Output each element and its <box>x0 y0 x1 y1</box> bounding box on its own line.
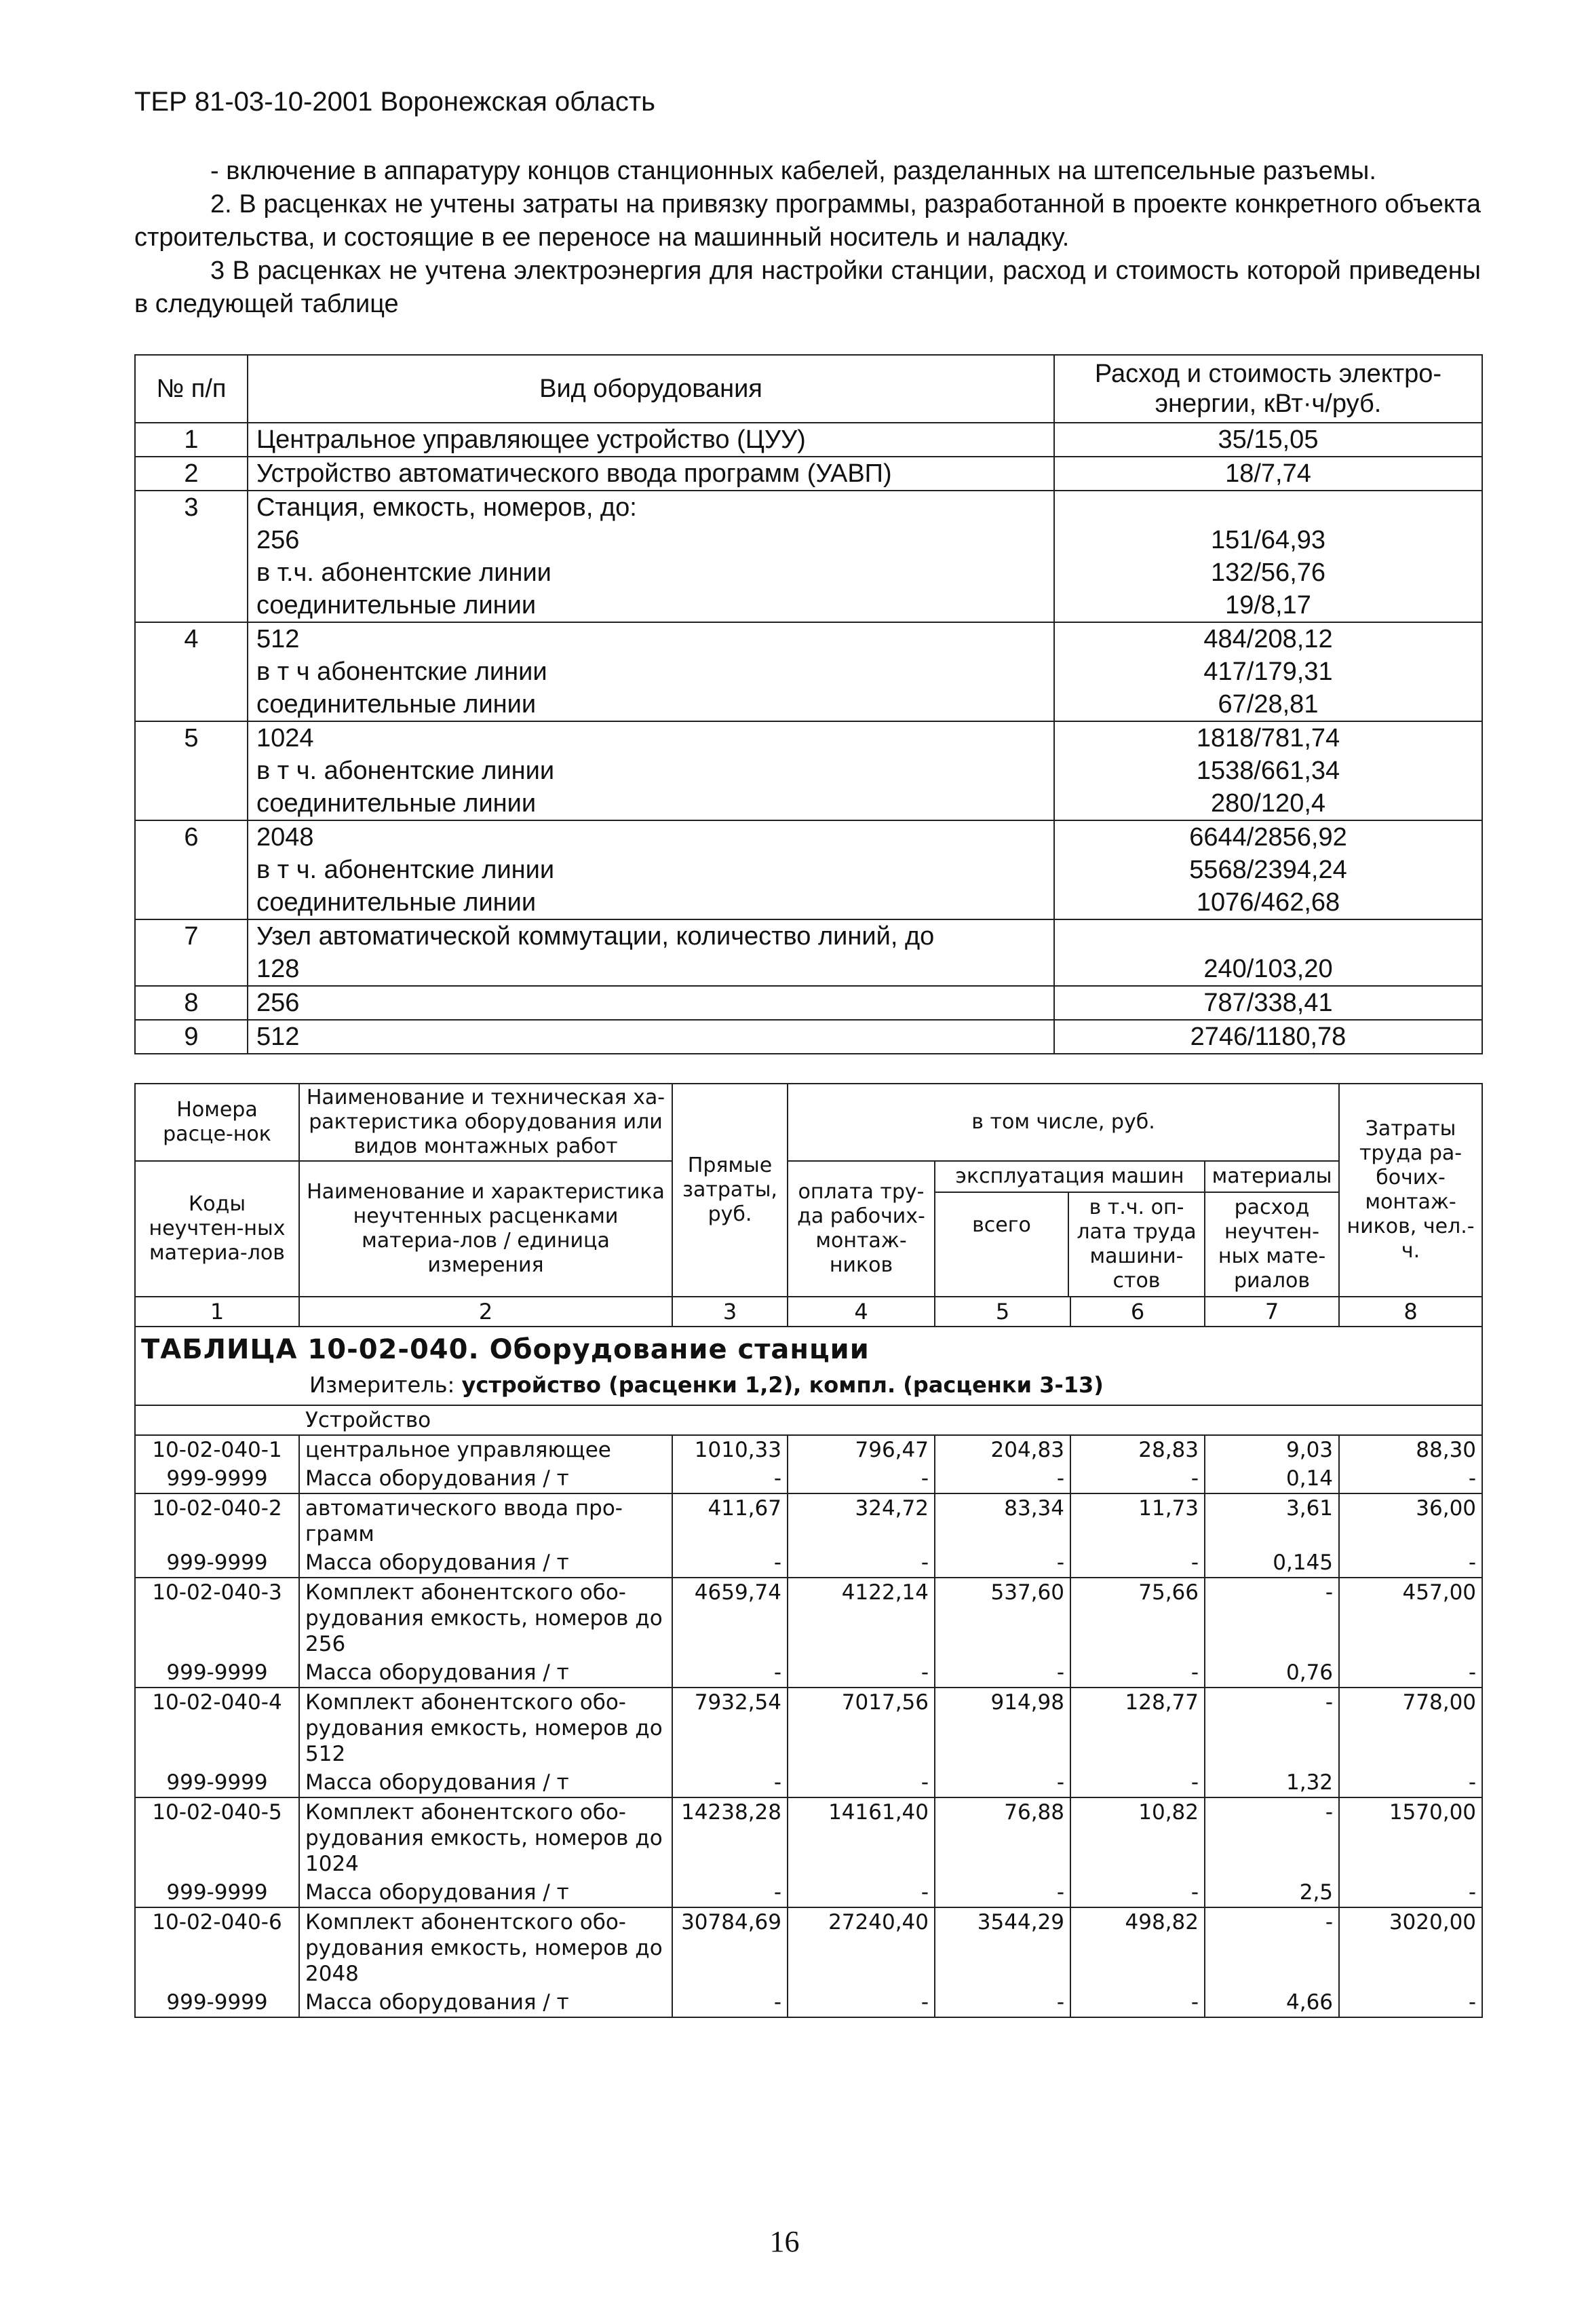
rate-row <box>135 1797 1482 1878</box>
rate-labor-pay: - <box>788 1464 935 1493</box>
energy-value: 787/338,41 <box>1054 986 1482 1020</box>
rate-labor-pay: - <box>788 1878 935 1907</box>
rate-direct-costs: 14238,28 <box>672 1797 788 1878</box>
rate-materials: 0,76 <box>1205 1658 1339 1688</box>
rate-labor-hours: 1570,00 <box>1339 1797 1482 1878</box>
rate-labor-hours: - <box>1339 1464 1482 1493</box>
header-labor-costs: Затраты труда ра-бочих-монтаж-ников, чел.-ч. <box>1339 1084 1482 1297</box>
energy-table-body <box>135 423 1482 1054</box>
energy-row <box>135 457 1482 491</box>
measure-line <box>141 1372 1476 1398</box>
rate-machinists-pay: 28,83 <box>1070 1435 1205 1464</box>
energy-header-value: Расход и стоимость электро-энергии, кВт·ч/руб. <box>1054 355 1482 423</box>
rate-name: Комплект абонентского обо-рудования емкость, номеров до 256 <box>299 1578 672 1658</box>
intro-text <box>134 155 1481 321</box>
energy-value: 280/120,4 <box>1054 787 1482 820</box>
column-number-row <box>135 1297 1482 1327</box>
energy-equipment-name: Центральное управляющее устройство (ЦУУ) <box>248 423 1054 457</box>
column-number: 2 <box>299 1297 672 1327</box>
rate-machines-total: - <box>935 1768 1070 1797</box>
rate-code: 10-02-040-3 <box>135 1578 299 1658</box>
energy-row <box>135 787 1482 820</box>
energy-equipment-name: 256 <box>248 986 1054 1020</box>
energy-value: 484/208,12 <box>1054 622 1482 655</box>
rate-materials: 2,5 <box>1205 1878 1339 1907</box>
rate-name: Масса оборудования / т <box>299 1658 672 1688</box>
rate-materials: 3,61 <box>1205 1493 1339 1548</box>
rate-labor-hours: 88,30 <box>1339 1435 1482 1464</box>
rate-code: 10-02-040-5 <box>135 1797 299 1878</box>
energy-row-number: 6 <box>135 820 248 919</box>
energy-row <box>135 423 1482 457</box>
energy-value: 67/28,81 <box>1054 688 1482 721</box>
rate-labor-pay: - <box>788 1658 935 1688</box>
intro-paragraph-2: 2. В расценках не учтены затраты на привязку программы, разработанной в проекте конкретного объекта строительства, и состоящие в ее переносе на машинный носитель и наладку. <box>134 190 1481 252</box>
rate-labor-pay: 796,47 <box>788 1435 935 1464</box>
rate-code: 10-02-040-1 <box>135 1435 299 1464</box>
rate-row <box>135 1464 1482 1493</box>
rate-name: Комплект абонентского обо-рудования емкость, номеров до 2048 <box>299 1907 672 1988</box>
energy-row-number: 2 <box>135 457 248 491</box>
energy-row <box>135 688 1482 721</box>
rate-direct-costs: 411,67 <box>672 1493 788 1548</box>
rate-machines-total: 3544,29 <box>935 1907 1070 1988</box>
table-title: ТАБЛИЦА 10-02-040. Оборудование станции <box>141 1334 870 1365</box>
rate-code: 10-02-040-6 <box>135 1907 299 1988</box>
rate-name: Масса оборудования / т <box>299 1878 672 1907</box>
energy-equipment-name: в т ч абонентские линии <box>248 655 1054 688</box>
column-number: 3 <box>672 1297 788 1327</box>
energy-value: 35/15,05 <box>1054 423 1482 457</box>
rates-table <box>134 1083 1483 2018</box>
rate-machinists-pay: 128,77 <box>1070 1688 1205 1768</box>
rate-labor-hours: 778,00 <box>1339 1688 1482 1768</box>
energy-row <box>135 491 1482 524</box>
column-number: 1 <box>135 1297 299 1327</box>
rate-materials: 0,145 <box>1205 1548 1339 1578</box>
energy-value: 132/56,76 <box>1054 556 1482 589</box>
rate-row <box>135 1578 1482 1658</box>
rate-machinists-pay: 10,82 <box>1070 1797 1205 1878</box>
energy-row <box>135 755 1482 787</box>
rate-materials: 9,03 <box>1205 1435 1339 1464</box>
rate-code: 10-02-040-2 <box>135 1493 299 1548</box>
column-number: 5 <box>935 1297 1070 1327</box>
rate-labor-pay: - <box>788 1548 935 1578</box>
energy-row <box>135 986 1482 1020</box>
rate-direct-costs: - <box>672 1548 788 1578</box>
energy-equipment-name: Станция, емкость, номеров, до: <box>248 491 1054 524</box>
rate-labor-pay: 14161,40 <box>788 1797 935 1878</box>
energy-header-equipment: Вид оборудования <box>248 355 1054 423</box>
column-number: 7 <box>1205 1297 1339 1327</box>
column-number: 8 <box>1339 1297 1482 1327</box>
energy-equipment-name: соединительные линии <box>248 688 1054 721</box>
rate-row <box>135 1688 1482 1768</box>
rate-machinists-pay: 498,82 <box>1070 1907 1205 1988</box>
energy-value: 151/64,93 <box>1054 524 1482 556</box>
energy-equipment-name: 2048 <box>248 820 1054 854</box>
rate-row <box>135 1548 1482 1578</box>
header-machines-total: всего <box>935 1193 1069 1296</box>
energy-equipment-name: соединительные линии <box>248 589 1054 622</box>
rate-labor-pay: - <box>788 1768 935 1797</box>
rate-row <box>135 1768 1482 1797</box>
rate-code: 999-9999 <box>135 1464 299 1493</box>
energy-equipment-name: Устройство автоматического ввода программ (УАВП) <box>248 457 1054 491</box>
rate-direct-costs: - <box>672 1464 788 1493</box>
energy-equipment-name: 512 <box>248 622 1054 655</box>
rate-materials: - <box>1205 1907 1339 1988</box>
rate-labor-hours: - <box>1339 1988 1482 2017</box>
rate-direct-costs: 30784,69 <box>672 1907 788 1988</box>
rate-name: Масса оборудования / т <box>299 1464 672 1493</box>
rate-code: 999-9999 <box>135 1768 299 1797</box>
intro-paragraph-3: 3 В расценках не учтена электроэнергия для настройки станции, расход и стоимость которой приведены в следующей таблице <box>134 256 1481 318</box>
header-name-bottom: Наименование и характеристика неучтенных расценками материа-лов / единица измерения <box>299 1161 672 1297</box>
rate-labor-pay: 7017,56 <box>788 1688 935 1768</box>
rate-materials: - <box>1205 1578 1339 1658</box>
energy-value <box>1054 491 1482 524</box>
rate-machinists-pay: - <box>1070 1548 1205 1578</box>
energy-row-number: 7 <box>135 919 248 986</box>
energy-value: 240/103,20 <box>1054 953 1482 986</box>
rate-machines-total: - <box>935 1988 1070 2017</box>
header-materials-unaccounted: расход неучтен-ных мате-риалов <box>1218 1196 1326 1293</box>
rate-code: 999-9999 <box>135 1988 299 2017</box>
measure-label: Измеритель: <box>309 1372 455 1398</box>
group-label: Устройство <box>135 1405 1482 1435</box>
rate-machinists-pay: 11,73 <box>1070 1493 1205 1548</box>
energy-row-number: 5 <box>135 721 248 820</box>
rate-code: 999-9999 <box>135 1548 299 1578</box>
energy-value: 417/179,31 <box>1054 655 1482 688</box>
header-rate-numbers: Номера расце-нок <box>135 1084 299 1161</box>
rate-labor-hours: - <box>1339 1548 1482 1578</box>
rate-machines-total: 914,98 <box>935 1688 1070 1768</box>
rate-name: Комплект абонентского обо-рудования емкость, номеров до 512 <box>299 1688 672 1768</box>
column-number: 6 <box>1070 1297 1205 1327</box>
rate-machines-total: - <box>935 1658 1070 1688</box>
rate-machines-total: 83,34 <box>935 1493 1070 1548</box>
header-labor-pay: оплата тру-да рабочих-монтаж-ников <box>788 1161 935 1297</box>
energy-row <box>135 820 1482 854</box>
energy-value: 18/7,74 <box>1054 457 1482 491</box>
energy-equipment-name: Узел автоматической коммутации, количество линий, до <box>248 919 1054 953</box>
energy-row <box>135 589 1482 622</box>
energy-row <box>135 524 1482 556</box>
energy-row <box>135 721 1482 755</box>
header-machines: эксплуатация машин <box>935 1162 1204 1193</box>
energy-equipment-name: в т ч. абонентские линии <box>248 854 1054 886</box>
rates-table-body <box>135 1435 1482 2017</box>
rate-direct-costs: 7932,54 <box>672 1688 788 1768</box>
rate-labor-hours: - <box>1339 1768 1482 1797</box>
rate-labor-pay: - <box>788 1988 935 2017</box>
energy-row <box>135 886 1482 919</box>
energy-row-number: 3 <box>135 491 248 622</box>
rate-direct-costs: - <box>672 1878 788 1907</box>
rate-row <box>135 1658 1482 1688</box>
energy-equipment-name: 1024 <box>248 721 1054 755</box>
header-machinists-pay: в т.ч. оп-лата труда машини-стов <box>1077 1196 1197 1293</box>
rate-labor-hours: 457,00 <box>1339 1578 1482 1658</box>
rate-materials: 4,66 <box>1205 1988 1339 2017</box>
rate-row <box>135 1493 1482 1548</box>
rate-row <box>135 1878 1482 1907</box>
rate-labor-hours: - <box>1339 1658 1482 1688</box>
rate-machinists-pay: - <box>1070 1464 1205 1493</box>
rate-machinists-pay: 75,66 <box>1070 1578 1205 1658</box>
energy-row-number: 8 <box>135 986 248 1020</box>
energy-row <box>135 655 1482 688</box>
rate-name: Масса оборудования / т <box>299 1988 672 2017</box>
rate-row <box>135 1435 1482 1464</box>
energy-row-number: 4 <box>135 622 248 721</box>
rate-machinists-pay: - <box>1070 1878 1205 1907</box>
energy-value: 1818/781,74 <box>1054 721 1482 755</box>
header-including: в том числе, руб. <box>788 1084 1339 1161</box>
energy-table <box>134 354 1483 1054</box>
header-name-top: Наименование и техническая ха-рактеристика оборудования или видов монтажных работ <box>299 1084 672 1161</box>
rate-direct-costs: - <box>672 1988 788 2017</box>
rate-materials: 0,14 <box>1205 1464 1339 1493</box>
rate-name: Масса оборудования / т <box>299 1768 672 1797</box>
energy-equipment-name: в т.ч. абонентские линии <box>248 556 1054 589</box>
rate-machinists-pay: - <box>1070 1768 1205 1797</box>
rate-materials: - <box>1205 1688 1339 1768</box>
rate-materials: 1,32 <box>1205 1768 1339 1797</box>
energy-row-number: 1 <box>135 423 248 457</box>
rate-labor-hours: 36,00 <box>1339 1493 1482 1548</box>
energy-row <box>135 556 1482 589</box>
header-direct-costs: Прямые затраты, руб. <box>672 1084 788 1297</box>
rate-machines-total: 76,88 <box>935 1797 1070 1878</box>
rate-direct-costs: - <box>672 1768 788 1797</box>
energy-value: 6644/2856,92 <box>1054 820 1482 854</box>
rate-code: 999-9999 <box>135 1658 299 1688</box>
rate-machinists-pay: - <box>1070 1988 1205 2017</box>
rate-code: 999-9999 <box>135 1878 299 1907</box>
rate-machinists-pay: - <box>1070 1658 1205 1688</box>
energy-header-num: № п/п <box>135 355 248 423</box>
rate-code: 10-02-040-4 <box>135 1688 299 1768</box>
rate-machines-total: - <box>935 1548 1070 1578</box>
energy-row <box>135 919 1482 953</box>
rate-direct-costs: 4659,74 <box>672 1578 788 1658</box>
intro-paragraph-1: - включение в аппаратуру концов станционных кабелей, разделанных на штепсельные разъемы. <box>210 157 1376 185</box>
page-number: 16 <box>769 2225 800 2258</box>
rate-labor-hours: 3020,00 <box>1339 1907 1482 1988</box>
header-materials: материалы <box>1205 1162 1338 1193</box>
rate-machines-total: 537,60 <box>935 1578 1070 1658</box>
rate-labor-pay: 324,72 <box>788 1493 935 1548</box>
rate-name: автоматического ввода про-грамм <box>299 1493 672 1548</box>
rate-machines-total: - <box>935 1878 1070 1907</box>
energy-row <box>135 953 1482 986</box>
rate-machines-total: 204,83 <box>935 1435 1070 1464</box>
rate-row <box>135 1907 1482 1988</box>
rate-direct-costs: - <box>672 1658 788 1688</box>
rate-name: Комплект абонентского обо-рудования емкость, номеров до 1024 <box>299 1797 672 1878</box>
energy-equipment-name: 256 <box>248 524 1054 556</box>
energy-value: 1538/661,34 <box>1054 755 1482 787</box>
page-header: ТЕР 81-03-10-2001 Воронежская область <box>134 87 656 117</box>
rate-name: Масса оборудования / т <box>299 1548 672 1578</box>
energy-value <box>1054 919 1482 953</box>
energy-equipment-name: соединительные линии <box>248 886 1054 919</box>
rate-name: центральное управляющее <box>299 1435 672 1464</box>
rate-labor-hours: - <box>1339 1878 1482 1907</box>
header-codes: Коды неучтен-ных материа-лов <box>135 1161 299 1297</box>
energy-value: 5568/2394,24 <box>1054 854 1482 886</box>
rate-materials: - <box>1205 1797 1339 1878</box>
rate-direct-costs: 1010,33 <box>672 1435 788 1464</box>
energy-row <box>135 854 1482 886</box>
rate-labor-pay: 4122,14 <box>788 1578 935 1658</box>
rate-labor-pay: 27240,40 <box>788 1907 935 1988</box>
energy-row <box>135 622 1482 655</box>
energy-value: 19/8,17 <box>1054 589 1482 622</box>
energy-equipment-name: 128 <box>248 953 1054 986</box>
energy-equipment-name: соединительные линии <box>248 787 1054 820</box>
energy-row <box>135 1020 1482 1054</box>
energy-equipment-name: 512 <box>248 1020 1054 1054</box>
energy-equipment-name: в т ч. абонентские линии <box>248 755 1054 787</box>
rate-machines-total: - <box>935 1464 1070 1493</box>
measure-value: устройство (расценки 1,2), компл. (расценки 3-13) <box>461 1372 1104 1398</box>
energy-value: 2746/1180,78 <box>1054 1020 1482 1054</box>
rate-row <box>135 1988 1482 2017</box>
column-number: 4 <box>788 1297 935 1327</box>
energy-value: 1076/462,68 <box>1054 886 1482 919</box>
energy-row-number: 9 <box>135 1020 248 1054</box>
